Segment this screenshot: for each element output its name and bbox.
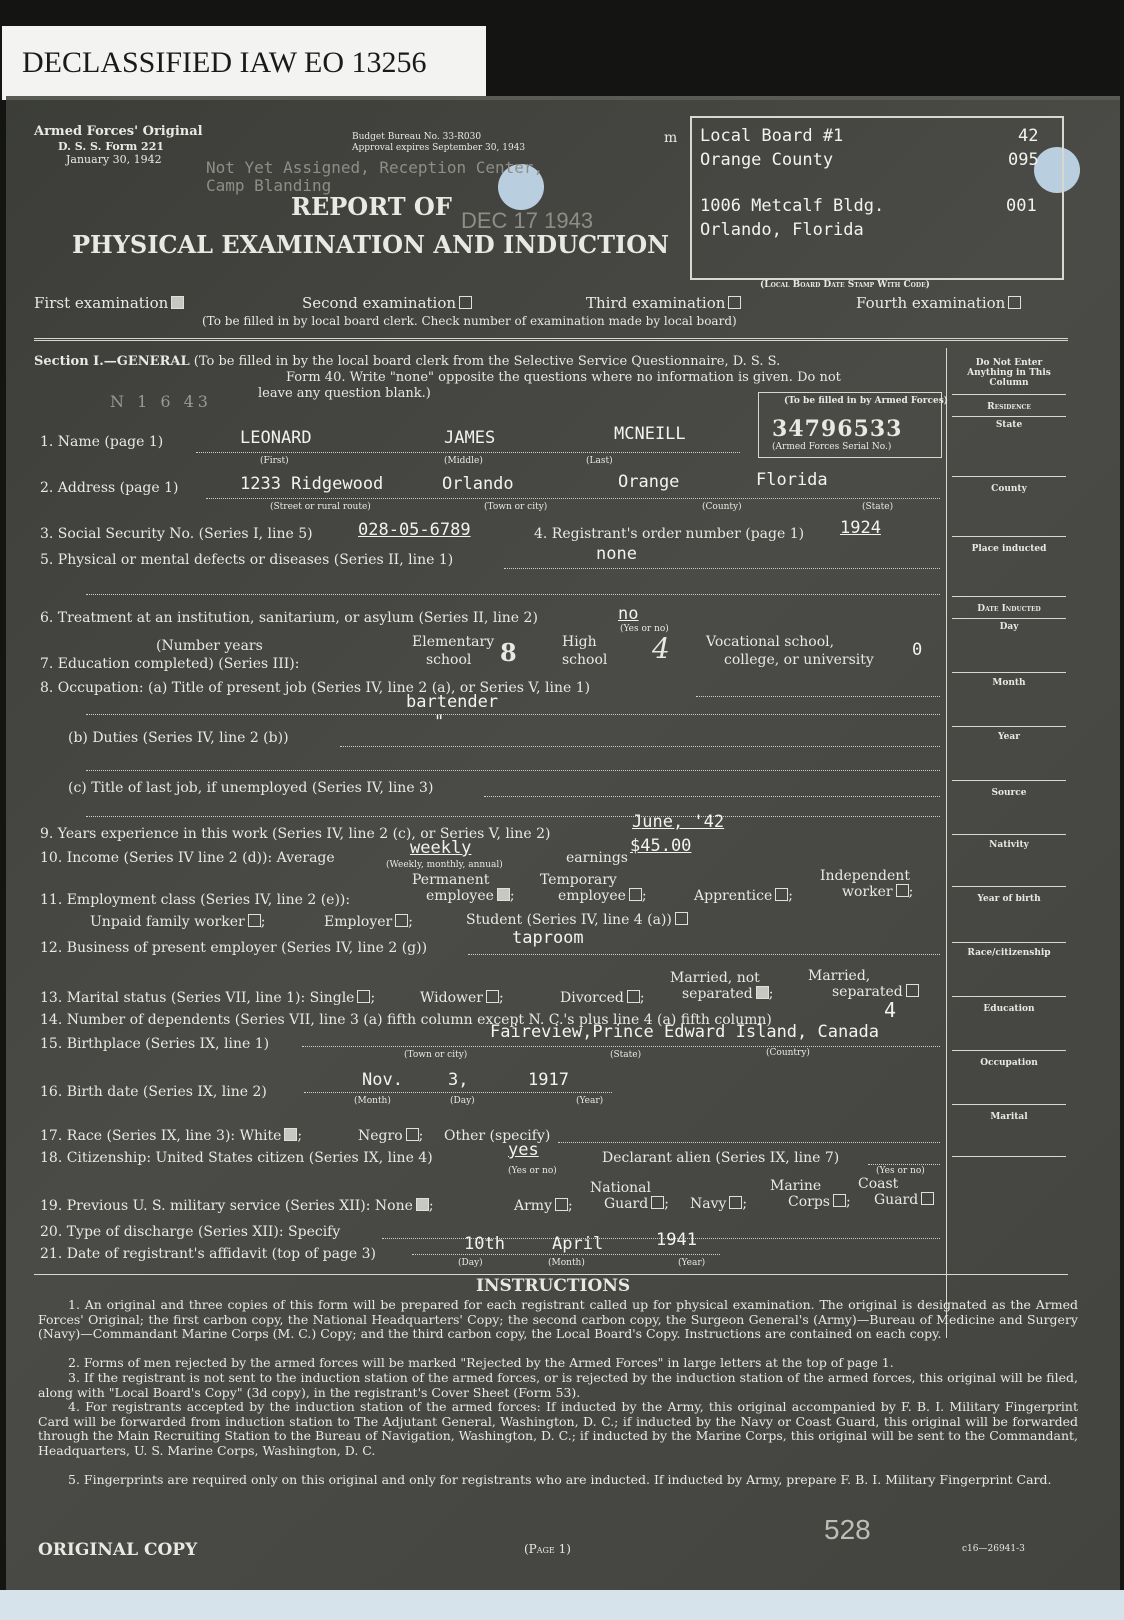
cap-bp-town: (Town or city) (404, 1050, 468, 1060)
side-column-header: Do Not Enter Anything in This Column (967, 358, 1051, 388)
employer-checkbox[interactable] (395, 914, 408, 927)
elementary-value: 8 (500, 638, 517, 667)
instruction-3: 3. If the registrant is not sent to the induction station of the armed forces, or is rejected by the induction station of the armed forces, this original will be filed, along with "Local Board's Copy" (3d copy), in the registrant's Cover Sheet (Form 53). (38, 1370, 1078, 1400)
side-occupation: Occupation (980, 1058, 1038, 1068)
birthplace-value: Faireview,Prince Edward Island, Canada (490, 1022, 879, 1042)
address-label: 2. Address (page 1) (40, 480, 179, 496)
married-not-separated-checkbox[interactable] (756, 986, 769, 999)
side-month: Month (992, 678, 1026, 688)
defects-label: 5. Physical or mental defects or diseases (Series II, line 1) (40, 552, 454, 568)
education-label: 7. Education completed) (Series III): (40, 656, 300, 672)
coast-guard: Guard (874, 1192, 934, 1208)
high-label: High (562, 634, 597, 650)
cap-street: (Street or rural route) (270, 502, 371, 512)
cap-birth-day: (Day) (450, 1096, 475, 1106)
duties-label: (b) Duties (Series IV, line 2 (b)) (68, 730, 289, 746)
navy-checkbox[interactable] (729, 1196, 742, 1209)
occupation-value: bartender (406, 692, 499, 712)
address-county: Orange (618, 472, 680, 492)
vocational-label: Vocational school, (706, 634, 835, 650)
income-label: 10. Income (Series IV line 2 (d)): Average (40, 850, 335, 866)
independent-checkbox[interactable] (896, 884, 909, 897)
board-code-2: 095 (1008, 150, 1039, 170)
cap-citizen-yes-no: (Yes or no) (508, 1166, 557, 1176)
birthdate-label: 16. Birth date (Series IX, line 2) (40, 1084, 267, 1100)
occupation-label: 8. Occupation: (a) Title of present job (Series IV, line 2 (a), or Series V, line 1) (40, 680, 591, 696)
address-state: Florida (756, 470, 828, 490)
marine-corps: Corps ; (788, 1194, 851, 1210)
cap-bp-state: (State) (610, 1050, 642, 1060)
affidavit-month: April (552, 1234, 604, 1254)
birth-month: Nov. (362, 1070, 403, 1090)
fourth-examination: Fourth examination (856, 294, 1021, 312)
side-date-inducted: Date Inducted (977, 604, 1041, 614)
instruction-4: 4. For registrants accepted by the induction station of the armed forces: If inducted by the Army, this original accompanied by F. B. I. Military Fingerprint Card will be forwarded from induction station to The Adjutant General, Washington, D. C.; if inducted by the Navy or Coast Guard, this original will be forwarded through the Main Recruiting Station to the Bureau of Navigation, Washington, D. C.; if inducted by the Marine Corps, this original will be sent to the Commandant, Headquarters, U. S. Marine Corps, Washington, D. C. (38, 1399, 1078, 1458)
address-town: Orlando (442, 474, 514, 494)
birthplace-label: 15. Birthplace (Series IX, line 1) (40, 1036, 270, 1052)
divorced: Divorced ; (560, 990, 645, 1006)
birth-year: 1917 (528, 1070, 569, 1090)
third-examination: Third examination (586, 294, 741, 312)
fourth-exam-checkbox[interactable] (1008, 296, 1021, 309)
other-specify: Other (specify) (444, 1128, 551, 1144)
marine-corps-checkbox[interactable] (833, 1194, 846, 1207)
instructions-title: INSTRUCTIONS (476, 1276, 631, 1296)
section1-stamp: N 1 6 43 (110, 392, 212, 411)
second-exam-checkbox[interactable] (459, 296, 472, 309)
white-checkbox[interactable] (284, 1128, 297, 1141)
national-guard: Guard ; (604, 1196, 669, 1212)
employment-label: 11. Employment class (Series IV, line 2 (e)): (40, 892, 351, 908)
local-board-line2: Orange County (700, 150, 834, 170)
name-middle: JAMES (444, 428, 496, 448)
temporary-checkbox[interactable] (629, 888, 642, 901)
national-label: National (590, 1180, 651, 1196)
treatment-label: 6. Treatment at an institution, sanitarium, or asylum (Series II, line 2) (40, 610, 538, 626)
side-place-inducted: Place inducted (971, 544, 1047, 554)
original-copy: ORIGINAL COPY (38, 1540, 198, 1560)
declarant-label: Declarant alien (Series IX, line 7) (602, 1150, 840, 1166)
college-value: 0 (912, 640, 923, 660)
form-date: January 30, 1942 (66, 153, 162, 166)
name-label: 1. Name (page 1) (40, 434, 164, 450)
separated: separated (832, 984, 919, 1000)
years-experience-value: June, '42 (632, 812, 725, 832)
form-sheet (6, 96, 1120, 1594)
local-board-line1: Local Board #1 (700, 126, 844, 146)
first-examination: First examination (34, 294, 184, 312)
unpaid-family-worker: Unpaid family worker ; (90, 914, 266, 930)
widower-checkbox[interactable] (486, 990, 499, 1003)
student-checkbox[interactable] (675, 912, 688, 925)
earnings-label: earnings (566, 850, 628, 866)
dependents-value: 4 (884, 998, 897, 1022)
citizenship-label: 18. Citizenship: United States citizen (Series IX, line 4) (40, 1150, 433, 1166)
board-code-1: 42 (1018, 126, 1039, 146)
marital-label: 13. Marital status (Series VII, line 1): Single ; (40, 990, 376, 1006)
unpaid-checkbox[interactable] (248, 914, 261, 927)
serial-caption: (Armed Forces Serial No.) (772, 442, 892, 452)
third-exam-checkbox[interactable] (728, 296, 741, 309)
approval-expiry: Approval expires September 30, 1943 (352, 143, 526, 153)
side-residence: Residence (987, 402, 1031, 412)
local-board-line4: Orlando, Florida (700, 220, 864, 240)
cap-aff-year: (Year) (678, 1258, 706, 1268)
cap-first: (First) (260, 456, 289, 466)
side-marital: Marital (990, 1112, 1028, 1122)
form-number: D. S. S. Form 221 (58, 140, 164, 153)
permanent-employee: employee ; (426, 888, 515, 904)
form-title-line1: REPORT OF (291, 192, 452, 221)
high-value: 4 (652, 632, 670, 665)
side-year: Year (998, 732, 1020, 742)
citizenship-value: yes (508, 1140, 539, 1160)
reception-stamp-date: DEC 17 1943 (461, 208, 594, 233)
side-year-of-birth: Year of birth (977, 894, 1041, 904)
employer: Employer ; (324, 914, 413, 930)
instruction-2: 2. Forms of men rejected by the armed forces will be marked "Rejected by the Armed Forces" in large letters at the top of page 1. (68, 1355, 894, 1370)
serial-number: 34796533 (772, 416, 903, 442)
temporary-label: Temporary (540, 872, 617, 888)
army: Army ; (514, 1198, 573, 1214)
reception-stamp-line2: Camp Blanding (206, 176, 332, 195)
cap-county: (County) (702, 502, 742, 512)
married-label: Married, (808, 968, 871, 984)
budget-bureau: Budget Bureau No. 33-R030 (352, 132, 482, 142)
side-source: Source (991, 788, 1027, 798)
cap-aff-day: (Day) (458, 1258, 483, 1268)
defects-value: none (596, 544, 637, 564)
cap-birth-month: (Month) (354, 1096, 391, 1106)
instruction-1: 1. An original and three copies of this form will be prepared for each registrant called up for physical examination. The original is designated as the Armed Forces' Original; the first carbon copy, the National Headquarters' Copy; the second carbon copy, the Surgeon General's (Army)—Bureau of Medicine and Surgery (Navy)—Commandant Marine Corps (M. C.) Copy; and the third carbon copy, the Local Board's Copy. Instructions are contained on each copy. (38, 1297, 1078, 1341)
local-board-line3: 1006 Metcalf Bldg. (700, 196, 885, 216)
single-checkbox[interactable] (357, 990, 370, 1003)
m-mark: m (664, 130, 678, 146)
exam-note: (To be filled in by local board clerk. Check number of examination made by local board) (202, 314, 737, 328)
apprentice: Apprentice ; (694, 888, 793, 904)
side-education: Education (983, 1004, 1035, 1014)
married-separated-checkbox[interactable] (906, 984, 919, 997)
army-checkbox[interactable] (555, 1198, 568, 1211)
stamped-number: 528 (824, 1514, 871, 1545)
high-school: school (562, 652, 608, 668)
declassified-banner: DECLASSIFIED IAW EO 13256 (2, 26, 486, 100)
negro-checkbox[interactable] (406, 1128, 419, 1141)
elementary-school: school (426, 652, 472, 668)
cap-town: (Town or city) (484, 502, 548, 512)
marine-label: Marine (770, 1178, 822, 1194)
order-value: 1924 (840, 518, 881, 538)
treatment-value: no (618, 604, 639, 624)
years-experience-label: 9. Years experience in this work (Series IV, line 2 (c), or Series V, line 2) (40, 826, 551, 842)
permanent-checkbox[interactable] (497, 888, 510, 901)
elementary-label: Elementary (412, 634, 495, 650)
temporary-employee: employee ; (558, 888, 647, 904)
second-examination: Second examination (302, 294, 472, 312)
cap-birth-year: (Year) (576, 1096, 604, 1106)
ssn-label: 3. Social Security No. (Series I, line 5) (40, 526, 313, 542)
coast-label: Coast (858, 1176, 899, 1192)
affidavit-day: 10th (464, 1234, 505, 1254)
coast-guard-checkbox[interactable] (921, 1192, 934, 1205)
local-board-caption: (Local Board Date Stamp With Code) (760, 280, 930, 290)
navy: Navy ; (690, 1196, 748, 1212)
business-value: taproom (512, 928, 584, 948)
divorced-checkbox[interactable] (627, 990, 640, 1003)
order-label: 4. Registrant's order number (page 1) (534, 526, 805, 542)
cap-bp-country: (Country) (766, 1048, 810, 1058)
dependents-label: 14. Number of dependents (Series VII, line 3 (a) fifth column except N. C.'s plus line 4 (a) fifth column) (40, 1012, 772, 1028)
discharge-label: 20. Type of discharge (Series XII): Specify (40, 1224, 341, 1240)
apprentice-checkbox[interactable] (775, 888, 788, 901)
cap-state: (State) (862, 502, 894, 512)
side-day: Day (999, 622, 1019, 632)
income-period: weekly (410, 838, 472, 858)
income-caption: (Weekly, monthly, annual) (386, 860, 503, 870)
independent-label: Independent (820, 868, 910, 884)
print-code: c16—26941-3 (962, 1544, 1025, 1554)
cap-aff-month: (Month) (548, 1258, 585, 1268)
separated-not: separated ; (682, 986, 774, 1002)
side-state: State (995, 420, 1023, 430)
cap-middle: (Middle) (444, 456, 483, 466)
negro: Negro ; (358, 1128, 424, 1144)
serial-label: (To be filled in by Armed Forces) (784, 396, 949, 406)
section1-line2: Form 40. Write "none" opposite the questions where no information is given. Do not (286, 370, 841, 385)
earnings-value: $45.00 (630, 836, 692, 856)
race-label: 17. Race (Series IX, line 3): White ; (40, 1128, 303, 1144)
instruction-5: 5. Fingerprints are required only on this original and only for registrants who are inducted. If inducted by Army, prepare F. B. I. Military Fingerprint Card. (68, 1472, 1052, 1487)
section1-heading: Section I.—GENERAL (To be filled in by the local board clerk from the Selective Service Questionnaire, D. S. S. (34, 354, 781, 369)
divider-top (34, 338, 1068, 341)
student: Student (Series IV, line 4 (a)) (466, 912, 688, 928)
cap-last: (Last) (586, 456, 613, 466)
college-label: college, or university (724, 652, 874, 668)
reception-stamp-line1: Not Yet Assigned, Reception Center, (206, 158, 544, 177)
side-nativity: Nativity (989, 840, 1029, 850)
cap-declarant-yes-no: (Yes or no) (876, 1166, 925, 1176)
education-number-years: (Number years (156, 638, 263, 654)
armed-forces-original: Armed Forces' Original (34, 124, 203, 139)
affidavit-label: 21. Date of registrant's affidavit (top of page 3) (40, 1246, 377, 1262)
section1-line3: leave any question blank.) (258, 386, 431, 401)
national-guard-checkbox[interactable] (651, 1196, 664, 1209)
side-race: Race/citizenship (967, 948, 1051, 958)
side-county: County (991, 484, 1027, 494)
name-last: MCNEILL (614, 424, 686, 444)
duties-value: " (434, 712, 445, 732)
last-job-label: (c) Title of last job, if unemployed (Series IV, line 3) (68, 780, 434, 796)
independent-worker: worker ; (842, 884, 914, 900)
address-street: 1233 Ridgewood (240, 474, 384, 494)
ssn-value: 028-05-6789 (358, 520, 471, 540)
married-not-label: Married, not (670, 970, 760, 986)
business-label: 12. Business of present employer (Series IV, line 2 (g)) (40, 940, 428, 956)
cap-yes-no: (Yes or no) (620, 624, 669, 634)
page-number: (Page 1) (524, 1542, 571, 1556)
permanent-label: Permanent (412, 872, 490, 888)
none-checkbox[interactable] (416, 1198, 429, 1211)
military-label: 19. Previous U. S. military service (Series XII): None ; (40, 1198, 434, 1214)
widower: Widower ; (420, 990, 504, 1006)
first-exam-checkbox[interactable] (171, 296, 184, 309)
board-code-3: 001 (1006, 196, 1037, 216)
affidavit-year: 1941 (656, 1230, 697, 1250)
divider-instructions (34, 1274, 1068, 1275)
birth-day: 3, (448, 1070, 469, 1090)
form-title-line2: PHYSICAL EXAMINATION AND INDUCTION (72, 230, 670, 259)
name-first: LEONARD (240, 428, 312, 448)
